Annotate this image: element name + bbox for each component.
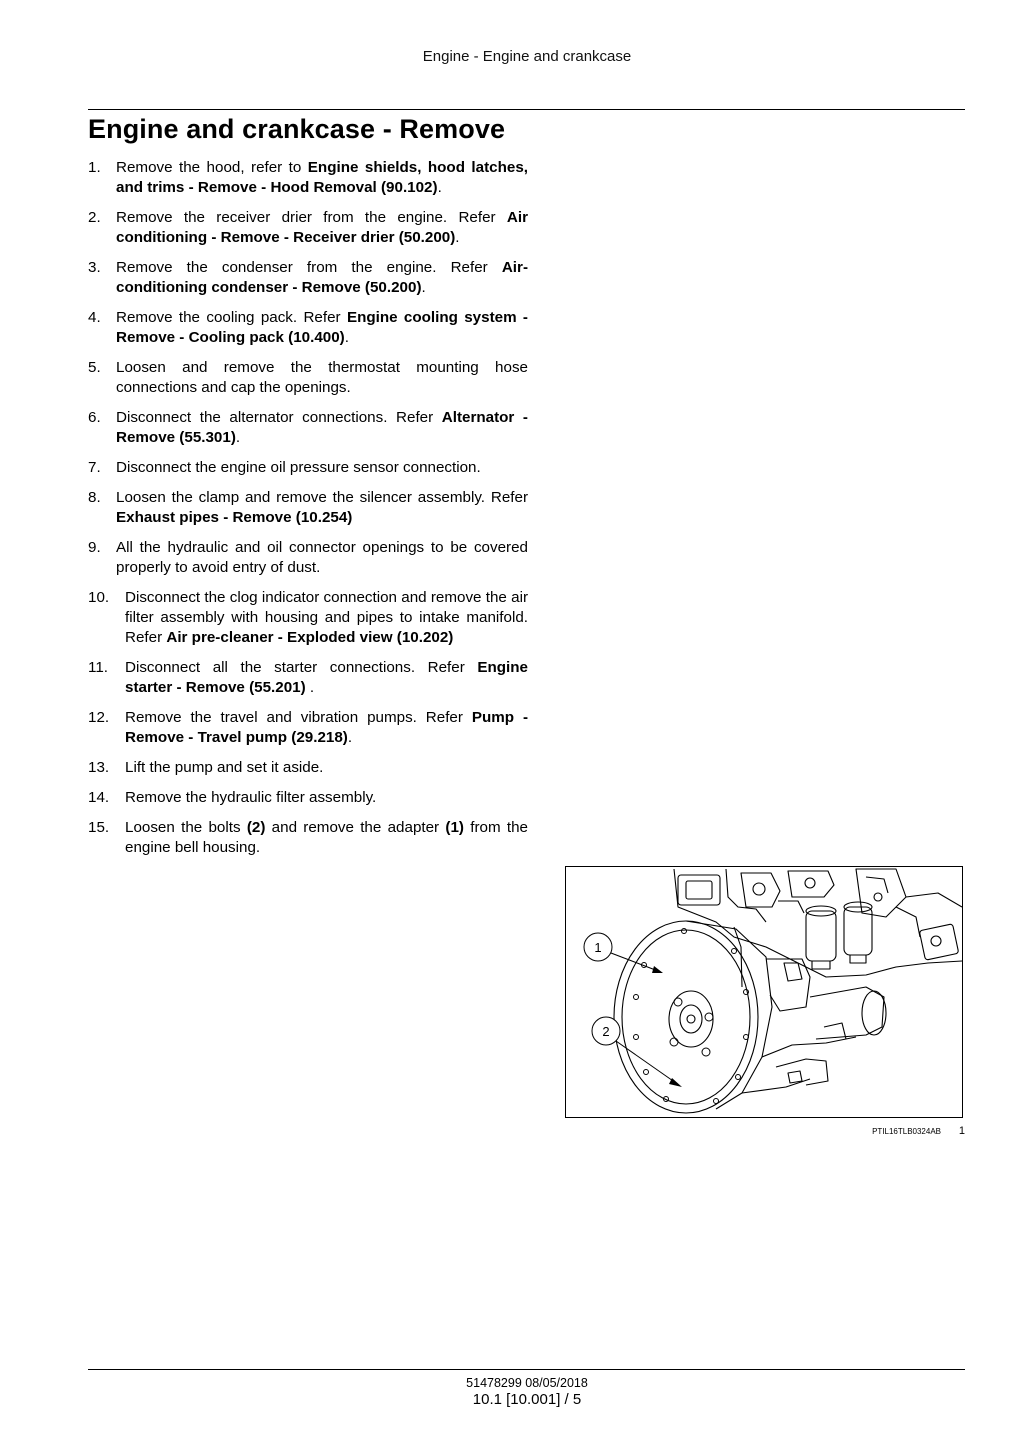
step-text: Remove the hood, refer to	[116, 159, 308, 176]
procedure-step	[88, 658, 528, 698]
footer-page-ref: 10.1 [10.001] / 5	[472, 1391, 582, 1408]
procedure-step	[88, 358, 528, 398]
step-number: 10.	[88, 589, 110, 606]
engine-illustration	[566, 867, 962, 1117]
step-number: 13.	[88, 759, 110, 776]
step-text: .	[235, 429, 241, 446]
step-text: Remove the hydraulic filter assembly.	[125, 789, 377, 806]
step-number: 15.	[88, 819, 110, 836]
procedure-step	[88, 588, 528, 648]
step-number: 4.	[88, 309, 101, 326]
step-number: 5.	[88, 359, 101, 376]
procedure-step	[88, 788, 528, 808]
step-reference: Engine cooling system - Remove - Cooling pack (10.400)	[116, 309, 528, 346]
step-text: Disconnect the clog indicator connection and remove the air filter assembly with housing and pipes to intake manifold. Refer	[125, 589, 528, 646]
step-text: and remove the adapter	[265, 819, 446, 836]
step-reference: Air conditioning - Remove - Receiver drier (50.200)	[116, 209, 528, 246]
step-reference: Exhaust pipes - Remove (10.254)	[116, 509, 353, 526]
step-text: .	[305, 679, 315, 696]
step-reference: Engine shields, hood latches, and trims - Remove - Hood Removal (90.102)	[116, 159, 528, 196]
figure-number: 1	[958, 1125, 965, 1137]
step-number: 9.	[88, 539, 101, 556]
step-number: 6.	[88, 409, 101, 426]
procedure-step	[88, 158, 528, 198]
step-number: 8.	[88, 489, 101, 506]
step-text: .	[421, 279, 426, 296]
footer-rule	[88, 1369, 965, 1370]
procedure-step	[88, 488, 528, 528]
step-text: Disconnect all the starter connections. Refer	[125, 659, 478, 676]
procedure-step	[88, 258, 528, 298]
procedure-step	[88, 308, 528, 348]
step-reference: (1)	[445, 819, 464, 836]
step-reference: (2)	[246, 819, 266, 836]
callout-2-label: 2	[602, 1024, 610, 1039]
step-text: Disconnect the alternator connections. Refer	[116, 409, 442, 426]
step-reference: Air-conditioning condenser - Remove (50.200)	[116, 259, 528, 296]
step-text: .	[347, 729, 353, 746]
running-header: Engine - Engine and crankcase	[422, 48, 632, 65]
step-number: 7.	[88, 459, 101, 476]
step-text: Loosen the bolts	[125, 819, 247, 836]
procedure-step	[88, 758, 528, 778]
step-text: .	[437, 179, 442, 196]
step-text: Loosen the clamp and remove the silencer assembly. Refer	[116, 489, 528, 506]
step-number: 1.	[88, 159, 101, 176]
step-text: Disconnect the engine oil pressure sensor connection.	[116, 459, 481, 476]
step-number: 3.	[88, 259, 101, 276]
step-text: Loosen and remove the thermostat mounting hose connections and cap the openings.	[116, 359, 528, 396]
procedure-steps	[88, 158, 528, 868]
procedure-step	[88, 458, 528, 478]
step-number: 12.	[88, 709, 110, 726]
step-text: Remove the receiver drier from the engine. Refer	[116, 209, 507, 226]
procedure-step	[88, 708, 528, 748]
step-reference: Pump - Remove - Travel pump (29.218)	[125, 709, 528, 746]
callout-1-label: 1	[594, 940, 602, 955]
figure-caption	[565, 1126, 965, 1140]
step-text: Remove the travel and vibration pumps. Refer	[125, 709, 472, 726]
step-reference: Air pre-cleaner - Exploded view (10.202)	[166, 629, 454, 646]
step-number: 2.	[88, 209, 101, 226]
step-text: All the hydraulic and oil connector openings to be covered properly to avoid entry of dust.	[116, 539, 528, 576]
step-text: from the engine bell housing.	[125, 819, 528, 856]
header-rule	[88, 109, 965, 110]
footer-document-ref: 51478299 08/05/2018	[466, 1376, 588, 1390]
step-number: 11.	[88, 659, 108, 676]
step-reference: Alternator - Remove (55.301)	[116, 409, 528, 446]
section-title: Engine and crankcase - Remove	[88, 114, 506, 144]
step-text: Remove the cooling pack. Refer	[116, 309, 347, 326]
step-text: Lift the pump and set it aside.	[125, 759, 324, 776]
step-text: .	[344, 329, 349, 346]
step-reference: Engine starter - Remove (55.201)	[125, 659, 528, 696]
step-number: 14.	[88, 789, 110, 806]
procedure-step	[88, 818, 528, 858]
engine-figure	[565, 866, 963, 1118]
procedure-step	[88, 538, 528, 578]
procedure-step	[88, 408, 528, 448]
step-text: Remove the condenser from the engine. Refer	[116, 259, 502, 276]
step-text: .	[455, 229, 460, 246]
figure-code: PTIL16TLB0324AB	[872, 1127, 941, 1136]
procedure-step	[88, 208, 528, 248]
